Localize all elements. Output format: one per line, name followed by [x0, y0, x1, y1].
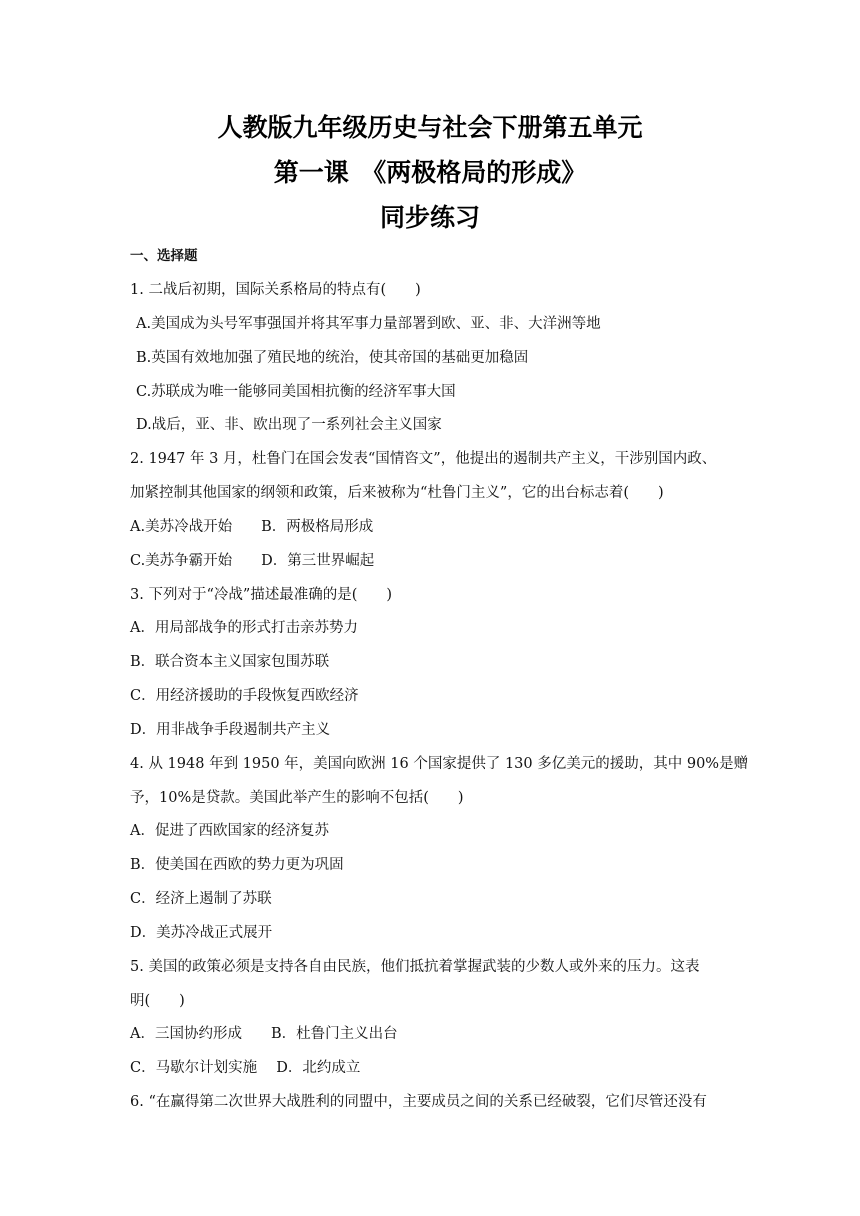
- question-2-stem-line-2: 加紧控制其他国家的纲领和政策，后来被称为“杜鲁门主义”，它的出台标志着( ): [130, 485, 664, 501]
- question-3-option-d: D．用非战争手段遏制共产主义: [130, 722, 331, 738]
- question-4-option-d: D．美苏冷战正式展开: [130, 925, 273, 941]
- question-1-option-a: A.美国成为头号军事强国并将其军事力量部署到欧、亚、非、大洋洲等地: [136, 316, 601, 332]
- question-5-stem-line-1: 5. 美国的政策必须是支持各自由民族，他们抵抗着掌握武装的少数人或外来的压力。这表: [130, 959, 700, 975]
- question-1-option-c: C.苏联成为唯一能够同美国相抗衡的经济军事大国: [136, 384, 456, 400]
- section-heading: 一、选择题: [130, 248, 198, 264]
- question-2-options-cd: C.美苏争霸开始 D．第三世界崛起: [130, 553, 375, 569]
- title-line-3: 同步练习: [379, 203, 480, 232]
- question-3-option-a: A．用局部战争的形式打击亲苏势力: [130, 620, 358, 636]
- question-4-option-a: A．促进了西欧国家的经济复苏: [130, 823, 329, 839]
- question-2-options-ab: A.美苏冷战开始 B．两极格局形成: [130, 519, 374, 535]
- title-line-2: 第一课 《两极格局的形成》: [273, 158, 587, 187]
- question-4-stem-line-1: 4. 从 1948 年到 1950 年，美国向欧洲 16 个国家提供了 130 多亿美元的援助，其中 90%是赠: [130, 756, 749, 772]
- question-2-stem-line-1: 2. 1947 年 3 月，杜鲁门在国会发表“国情咨文”，他提出的遏制共产主义，干涉别国内政、: [130, 451, 717, 467]
- question-4-stem-line-2: 予，10%是贷款。美国此举产生的影响不包括( ): [130, 790, 464, 806]
- question-3-option-c: C．用经济援助的手段恢复西欧经济: [130, 688, 359, 704]
- question-6-stem-line-1: 6. “在赢得第二次世界大战胜利的同盟中，主要成员之间的关系已经破裂，它们尽管还没有: [130, 1094, 707, 1110]
- question-1-option-d: D.战后，亚、非、欧出现了一系列社会主义国家: [136, 417, 442, 433]
- title-line-1: 人教版九年级历史与社会下册第五单元: [217, 113, 643, 142]
- question-5-stem-line-2: 明( ): [130, 993, 185, 1009]
- question-3-stem: 3. 下列对于“冷战”描述最准确的是( ): [130, 587, 393, 603]
- question-4-option-c: C．经济上遏制了苏联: [130, 891, 272, 907]
- question-1-stem: 1. 二战后初期，国际关系格局的特点有( ): [130, 282, 421, 298]
- question-1-option-b: B.英国有效地加强了殖民地的统治，使其帝国的基础更加稳固: [136, 350, 529, 366]
- question-4-option-b: B．使美国在西欧的势力更为巩固: [130, 857, 344, 873]
- question-3-option-b: B．联合资本主义国家包围苏联: [130, 654, 330, 670]
- question-5-options-ab: A．三国协约形成 B．杜鲁门主义出台: [130, 1026, 398, 1042]
- question-5-options-cd: C．马歇尔计划实施 D．北约成立: [130, 1060, 361, 1076]
